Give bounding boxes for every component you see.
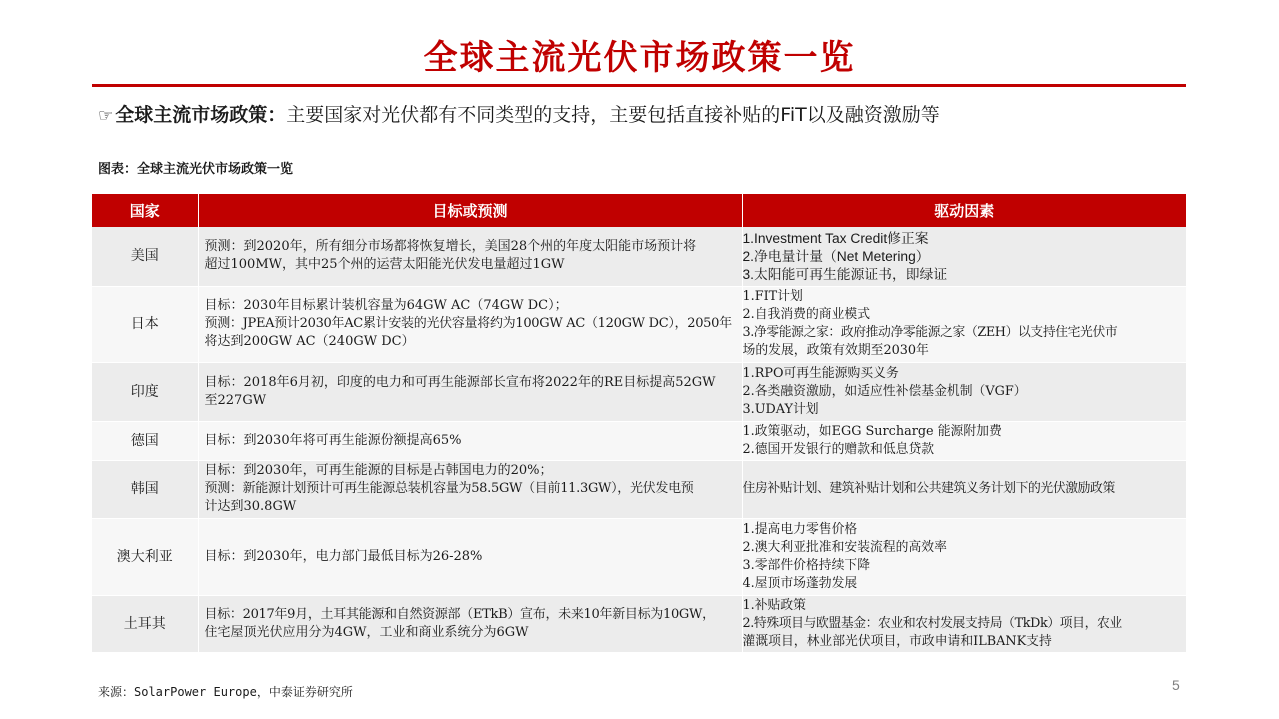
- source-note: 来源：SolarPower Europe，中泰证券研究所: [98, 685, 353, 699]
- driver-line: 场的发展，政策有效期至2030年: [742, 343, 929, 358]
- country-cell: 日本: [92, 286, 198, 362]
- page-title: 全球主流光伏市场政策一览: [423, 38, 856, 78]
- country-cell: 土耳其: [92, 595, 198, 652]
- drivers-cell: [742, 286, 1186, 362]
- driver-line: 2.各类融资激励，如适应性补偿基金机制（VGF）: [742, 383, 1027, 399]
- table-row: [92, 362, 1186, 421]
- header-target: 目标或预测: [198, 194, 742, 227]
- target-cell: [198, 227, 742, 286]
- policy-table: [92, 194, 1186, 653]
- table-header-row: [92, 194, 1186, 227]
- table-row: [92, 460, 1186, 518]
- target-cell: [198, 595, 742, 652]
- driver-line: 4.屋顶市场蓬勃发展: [742, 575, 858, 591]
- driver-line: 3.零部件价格持续下降: [742, 557, 871, 573]
- country-cell: 美国: [92, 227, 198, 286]
- title-divider: [92, 84, 1186, 87]
- drivers-cell: [742, 595, 1186, 652]
- page-number: 5: [1172, 677, 1180, 693]
- target-line: 目标：2018年6月初，印度的电力和可再生能源部长宣布将2022年的RE目标提高52GW: [204, 374, 716, 390]
- drivers-cell: [742, 362, 1186, 421]
- driver-line: 2.澳大利亚批准和安装流程的高效率: [742, 539, 947, 555]
- target-cell: [198, 421, 742, 460]
- driver-line: 2.净电量计量（Net Metering）: [742, 248, 930, 265]
- target-line: 预测：到2020年，所有细分市场都将恢复增长，美国28个州的年度太阳能市场预计将: [204, 239, 697, 255]
- target-line: 超过100MW，其中25个州的运营太阳能光伏发电量超过1GW: [204, 257, 565, 273]
- driver-line: 1.Investment Tax Credit修正案: [742, 230, 929, 247]
- target-line: 预测：新能源计划预计可再生能源总装机容量为58.5GW（目前11.3GW），光伏发电预: [204, 481, 694, 496]
- country-cell: 德国: [92, 421, 198, 460]
- target-line: 目标：到2030年，电力部门最低目标为26-28%: [204, 548, 483, 564]
- drivers-cell: [742, 518, 1186, 595]
- target-line: 将达到200GW AC（240GW DC）: [204, 334, 415, 349]
- country-cell: 印度: [92, 362, 198, 421]
- driver-line: 2.德国开发银行的赠款和低息贷款: [742, 441, 935, 457]
- table-row: [92, 518, 1186, 595]
- target-cell: [198, 286, 742, 362]
- driver-line: 2.自我消费的商业模式: [742, 307, 871, 322]
- table-row: [92, 227, 1186, 286]
- driver-line: 1.政策驱动，如EGG Surcharge 能源附加费: [742, 423, 1002, 439]
- target-line: 至227GW: [204, 392, 267, 408]
- table-row: [92, 286, 1186, 362]
- drivers-cell: [742, 227, 1186, 286]
- target-line: 预测：JPEA预计2030年AC累计安装的光伏容量将约为100GW AC（120GW DC），2050年: [204, 316, 732, 331]
- target-line: 住宅屋顶光伏应用分为4GW，工业和商业系统分为6GW: [204, 624, 529, 640]
- subtitle-lead: 全球主流市场政策：: [115, 104, 287, 126]
- country-cell: 韩国: [92, 460, 198, 518]
- target-cell: [198, 518, 742, 595]
- target-cell: [198, 460, 742, 518]
- subtitle: [98, 100, 940, 127]
- header-country: 国家: [92, 194, 198, 227]
- target-line: 目标：到2030年将可再生能源份额提高65%: [204, 432, 462, 448]
- target-line: 目标：到2030年，可再生能源的目标是占韩国电力的20%；: [204, 463, 553, 478]
- target-line: 计达到30.8GW: [204, 499, 297, 514]
- subtitle-text: 主要国家对光伏都有不同类型的支持，主要包括直接补贴的FiT以及融资激励等: [286, 104, 940, 126]
- figure-label: 图表：全球主流光伏市场政策一览: [98, 162, 294, 177]
- driver-line: 1.RPO可再生能源购买义务: [742, 365, 899, 381]
- driver-line: 灌溉项目，林业部光伏项目，市政申请和ILBANK支持: [742, 633, 1052, 649]
- driver-line: 住房补贴计划、建筑补贴计划和公共建筑义务计划下的光伏激励政策: [742, 481, 1115, 496]
- target-cell: [198, 362, 742, 421]
- driver-line: 3.太阳能可再生能源证书，即绿证: [742, 266, 948, 283]
- target-line: 目标：2017年9月，土耳其能源和自然资源部（ETkB）宣布，未来10年新目标为10GW，: [204, 606, 715, 622]
- country-cell: 澳大利亚: [92, 518, 198, 595]
- target-line: 目标：2030年目标累计装机容量为64GW AC（74GW DC）；: [204, 298, 568, 313]
- drivers-cell: [742, 421, 1186, 460]
- table-row: [92, 421, 1186, 460]
- driver-line: 3.UDAY计划: [742, 401, 819, 417]
- driver-line: 2.特殊项目与欧盟基金：农业和农村发展支持局（TkDk）项目，农业: [742, 615, 1122, 631]
- pointing-hand-icon: ☞: [98, 106, 114, 126]
- driver-line: 3.净零能源之家：政府推动净零能源之家（ZEH）以支持住宅光伏市: [742, 325, 1118, 340]
- table-row: [92, 595, 1186, 652]
- driver-line: 1.补贴政策: [742, 597, 806, 613]
- driver-line: 1.提高电力零售价格: [742, 521, 858, 537]
- header-drivers: 驱动因素: [742, 194, 1186, 227]
- drivers-cell: [742, 460, 1186, 518]
- driver-line: 1.FIT计划: [742, 289, 803, 304]
